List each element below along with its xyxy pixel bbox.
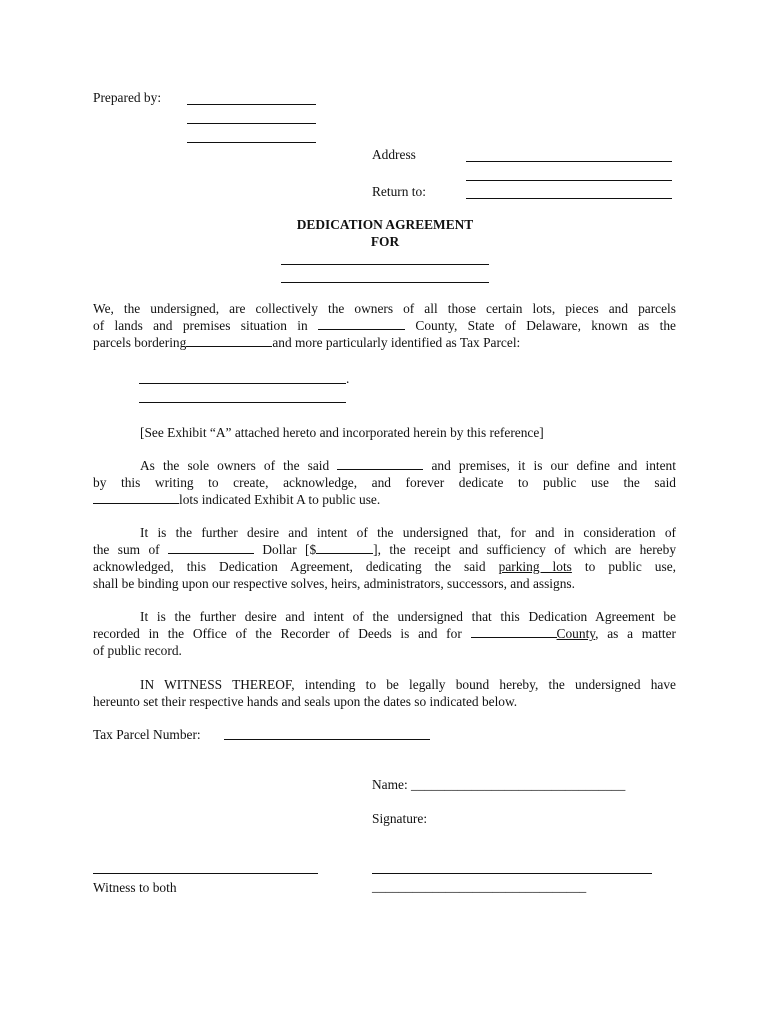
witness-paragraph [93, 676, 676, 710]
recording-line-3: of public record. [93, 643, 182, 658]
county-blank[interactable] [318, 317, 405, 330]
dedication-paragraph [93, 457, 676, 508]
dollar-amount-blank[interactable] [316, 541, 373, 554]
consideration-line-3: acknowledged, this Dedication Agreement, dedicating the said parking lots to public use, [93, 559, 676, 574]
recorder-county-blank[interactable] [471, 625, 557, 638]
bordering-blank[interactable] [186, 334, 272, 347]
return-to-label: Return to: [372, 184, 426, 199]
prepared-by-label: Prepared by: [93, 90, 162, 105]
title-subject-line-2[interactable] [281, 282, 489, 283]
name-field-label: Name: ________________________________ [372, 777, 626, 792]
title-subject-line-1[interactable] [281, 264, 489, 265]
dedication-line-1: As the sole owners of the said and premises, it is our define and intent [140, 458, 676, 473]
prepared-by-line-3[interactable] [187, 142, 316, 143]
dedication-line-3: lots indicated Exhibit A to public use. [93, 491, 676, 508]
witness-label: Witness to both [93, 880, 177, 895]
consideration-line-1: It is the further desire and intent of the undersigned that, for and in consideration of [140, 525, 676, 540]
witness-line-1: IN WITNESS THEREOF, intending to be legally bound hereby, the undersigned have [140, 677, 676, 692]
return-to-line[interactable] [466, 198, 672, 199]
tax-parcel-line-2[interactable] [139, 402, 346, 403]
signature-line[interactable] [372, 873, 652, 874]
sum-blank[interactable] [168, 541, 254, 554]
said-blank[interactable] [337, 457, 423, 470]
recording-paragraph [93, 608, 676, 659]
lots-blank[interactable] [93, 491, 179, 504]
document-title: DEDICATION AGREEMENT [296, 217, 474, 232]
ownership-paragraph [93, 300, 676, 351]
tax-parcel-number-label: Tax Parcel Number: [93, 727, 201, 742]
recording-line-1: It is the further desire and intent of the undersigned that this Dedication Agreement be [140, 609, 676, 624]
dedication-line-2: by this writing to create, acknowledge, and forever dedicate to public use the said [93, 475, 676, 490]
ownership-line-1: We, the undersigned, are collectively the owners of all those certain lots, pieces and parcels [93, 301, 676, 316]
prepared-by-line-1[interactable] [187, 104, 316, 105]
consideration-line-4: shall be binding upon our respective solves, heirs, administrators, successors, and assigns. [93, 576, 575, 591]
address-line-1[interactable] [466, 161, 672, 162]
tax-parcel-number-field[interactable] [224, 739, 430, 740]
tax-parcel-line-1[interactable] [139, 383, 346, 384]
recording-line-2: recorded in the Office of the Recorder of Deeds is and for County, as a matter [93, 626, 676, 641]
signature-label: Signature: [372, 811, 428, 826]
consideration-line-2: the sum of Dollar [$ ], the receipt and sufficiency of which are hereby [93, 542, 677, 557]
ownership-line-3: parcels bordering and more particularly identified as Tax Parcel: [93, 335, 521, 350]
document-title-for: FOR [370, 234, 400, 249]
address-line-2[interactable] [466, 180, 672, 181]
consideration-paragraph [93, 524, 676, 592]
address-label: Address [372, 147, 416, 162]
witness-line-2: hereunto set their respective hands and seals upon the dates so indicated below. [93, 694, 518, 709]
ownership-line-2: of lands and premises situation in County, State of Delaware, known as the [93, 318, 676, 333]
prepared-by-line-2[interactable] [187, 123, 316, 124]
witness-signature-line[interactable] [93, 873, 318, 874]
tax-parcel-line-1-dot: . [346, 371, 350, 386]
date-line[interactable]: ________________________________ [372, 879, 587, 894]
exhibit-reference: [See Exhibit “A” attached hereto and incorporated herein by this reference] [140, 425, 544, 440]
